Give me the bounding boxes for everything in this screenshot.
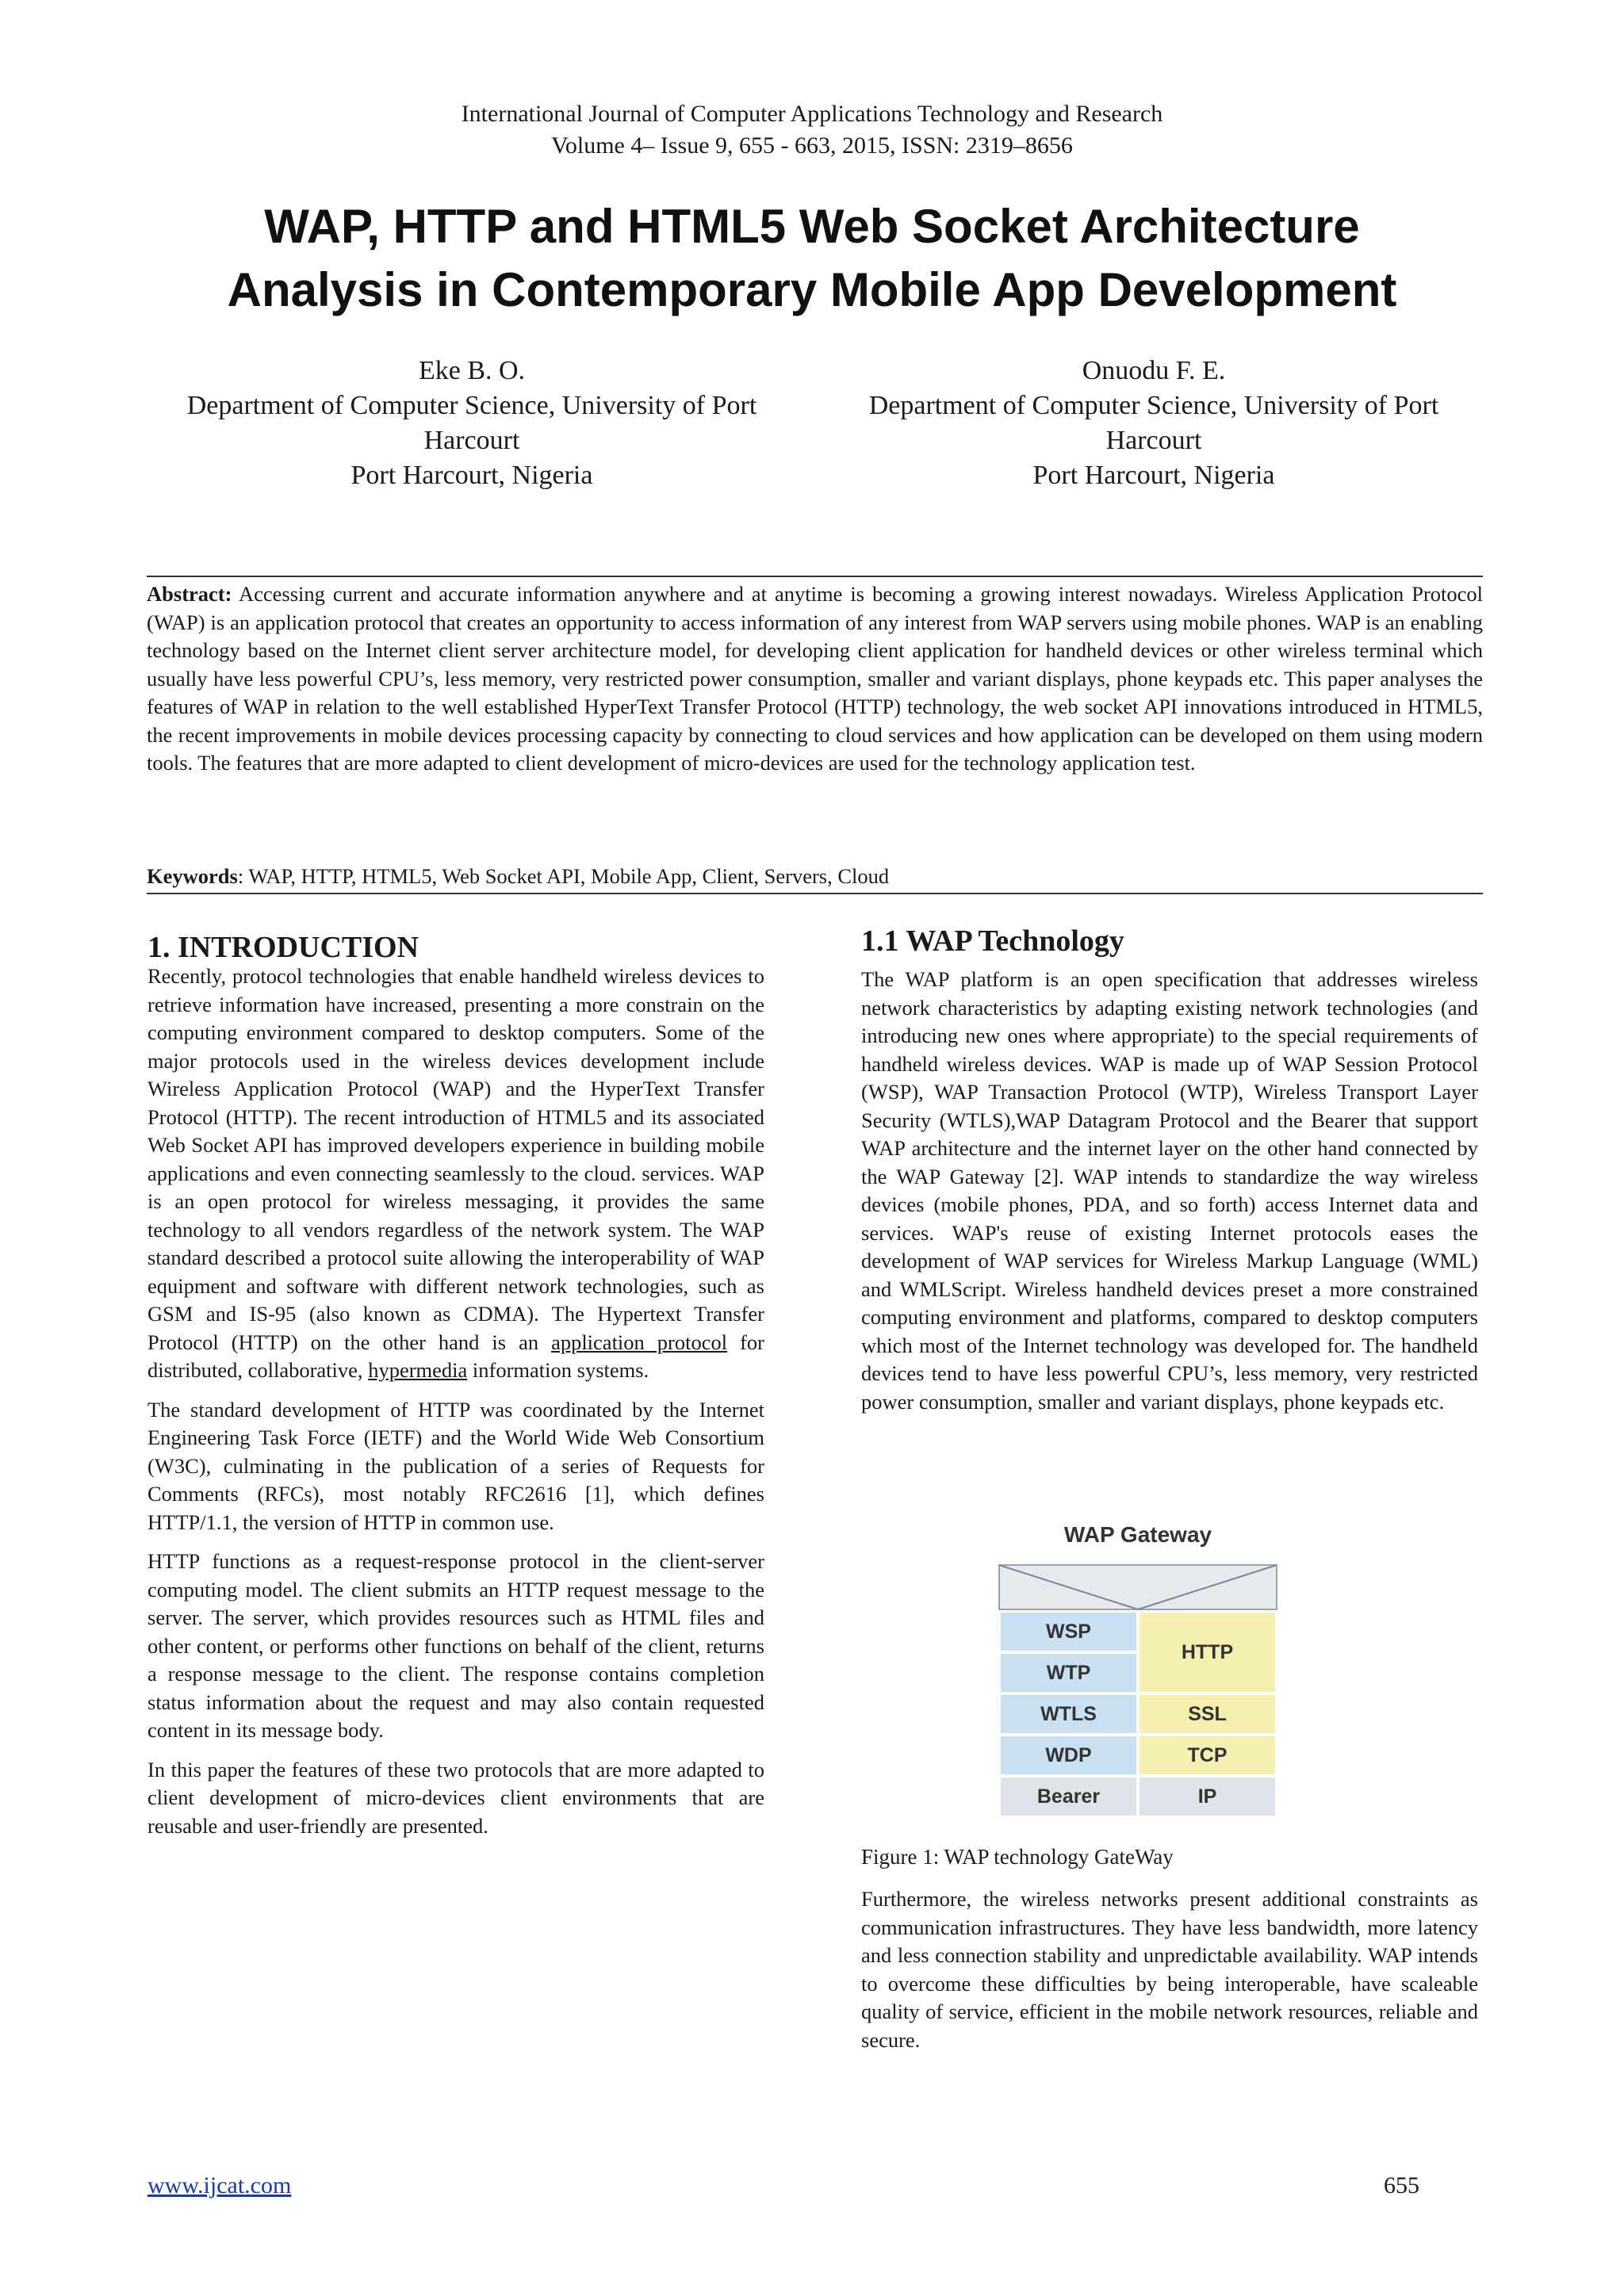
- author-block-2: [829, 354, 1479, 493]
- wap-paragraph-1: The WAP platform is an open specification that addresses wireless network characteristics by adapting existing network technologies (and introducing new ones where appropriate) to the special requirements of handheld wireless devices. WAP is made up of WAP Session Protocol (WSP), WAP Transaction Protocol (WTP), Wireless Transport Layer Security (WTLS),WAP Datagram Protocol and the Bearer that support WAP architecture and the internet layer on the other hand connected by the WAP Gateway [2]. WAP intends to standardize the way wireless devices (mobile phones, PDA, and so forth) access Internet data and services. WAP's reuse of existing Internet protocols eases the development of WAP services for Wireless Markup Language (WML) and WMLScript. Wireless handheld devices preset a more constrained computing environment and platforms, compared to desktop computers which most of the Internet technology was developed for. The handheld devices tend to have less powerful CPU’s, less memory, very restricted power consumption, smaller and variant displays, phone keypads etc.: [861, 967, 1478, 1414]
- keywords-label: Keywords: [147, 864, 238, 888]
- figure-title: WAP Gateway: [1063, 1522, 1212, 1547]
- author-dept-cont: Harcourt: [423, 426, 520, 455]
- journal-name: International Journal of Computer Applications Technology and Research: [461, 101, 1163, 127]
- intro-paragraph-1: [147, 962, 764, 1385]
- keywords-text: : WAP, HTTP, HTML5, Web Socket API, Mobile App, Client, Servers, Cloud: [237, 864, 890, 888]
- author-name: Eke B. O.: [418, 356, 526, 385]
- link-hypermedia[interactable]: hypermedia: [368, 1358, 468, 1382]
- layer-ssl: SSL: [1138, 1693, 1277, 1735]
- layer-wtp: WTP: [999, 1652, 1138, 1693]
- abstract-label: Abstract:: [147, 582, 232, 606]
- author-name: Onuodu F. E.: [1082, 356, 1226, 385]
- author-dept-cont: Harcourt: [1105, 426, 1202, 455]
- intro-text: for distributed, collaborative,: [147, 1330, 764, 1382]
- author-block-1: [147, 354, 797, 493]
- layer-wsp: WSP: [999, 1611, 1138, 1652]
- intro-text: Recently, protocol technologies that enable handheld wireless devices to retrieve information have increased, presenting a more constrain on the computing environment compared to desktop computers. Some of the major protocols used in the wireless devices development include Wireless Application Protocol (WAP) and the HyperText Transfer Protocol (HTTP). The recent introduction of HTML5 and its associated Web Socket API has improved developers experience in building mobile applications and even connecting seamlessly to the cloud. services. WAP is an open protocol for wireless messaging, it provides the same technology to all vendors regardless of the network system. The WAP standard described a protocol suite allowing the interoperability of WAP equipment and software with different network technologies, such as GSM and IS-95 (also known as CDMA). The Hypertext Transfer Protocol (HTTP) on the other hand is an: [147, 964, 764, 1354]
- section-heading-introduction: 1. INTRODUCTION: [147, 931, 419, 964]
- journal-volume: Volume 4– Issue 9, 655 - 663, 2015, ISSN: 2319–8656: [551, 132, 1073, 159]
- abstract: [147, 580, 1483, 778]
- left-column: [147, 929, 764, 1851]
- author-location: Port Harcourt, Nigeria: [350, 461, 593, 490]
- author-dept: Department of Computer Science, University of Port: [186, 391, 757, 420]
- layer-wdp: WDP: [999, 1735, 1138, 1776]
- layer-http: HTTP: [1138, 1611, 1277, 1693]
- abstract-top-rule: [147, 576, 1483, 577]
- keywords: [147, 863, 1483, 891]
- wap-paragraph-2: Furthermore, the wireless networks present additional constraints as communication infrastructures. They have less bandwidth, more latency and less connection stability and unpredictable availability. WAP intends to overcome these difficulties by being interoperable, have scaleable quality of service, efficient in the mobile network resources, reliable and secure.: [861, 1887, 1478, 2052]
- intro-text: information systems.: [467, 1358, 649, 1382]
- journal-website-link[interactable]: www.ijcat.com: [147, 2172, 292, 2198]
- layer-ip: IP: [1138, 1776, 1277, 1817]
- intro-paragraph-4: In this paper the features of these two protocols that are more adapted to client development of micro-devices client environments that are reusable and user-friendly are presented.: [147, 1757, 764, 1838]
- intro-paragraph-2: The standard development of HTTP was coordinated by the Internet Engineering Task Force (IETF) and the World Wide Web Consortium (W3C), culminating in the publication of a series of Requests for Comments (RFCs), most notably RFC2616 [1], which defines HTTP/1.1, the version of HTTP in common use.: [147, 1397, 764, 1534]
- page-number: 655: [1384, 2172, 1419, 2198]
- layer-tcp: TCP: [1138, 1735, 1277, 1776]
- wap-gateway-figure: [995, 1522, 1281, 1823]
- author-location: Port Harcourt, Nigeria: [1032, 461, 1275, 490]
- right-column-continued: [861, 1885, 1478, 2065]
- layer-bearer: Bearer: [999, 1776, 1138, 1817]
- abstract-text: Accessing current and accurate information anywhere and at anytime is becoming a growing interest nowadays. Wireless Application Protocol (WAP) is an application protocol that creates an opportunity to access information of any interest from WAP servers using mobile phones. WAP is an enabling technology based on the Internet client server architecture model, for developing client application for handheld devices or other wireless terminal which usually have less powerful CPU’s, less memory, very restricted power consumption, smaller and variant displays, phone keypads etc. This paper analyses the features of WAP in relation to the well established HyperText Transfer Protocol (HTTP) technology, the web socket API innovations introduced in HTML5, the recent improvements in mobile devices processing capacity by connecting to cloud services and how application can be developed on them using modern tools. The features that are more adapted to client development of micro-devices are used for the technology application test.: [147, 582, 1484, 775]
- author-dept: Department of Computer Science, University of Port: [868, 391, 1439, 420]
- figure-caption: Figure 1: WAP technology GateWay: [861, 1845, 1174, 1869]
- right-column: [861, 923, 1478, 1427]
- abstract-bottom-rule: [147, 893, 1483, 894]
- gateway-roof: [995, 1563, 1281, 1611]
- paper-title-line2: Analysis in Contemporary Mobile App Development: [227, 263, 1397, 316]
- paper-title-line1: WAP, HTTP and HTML5 Web Socket Architecture: [264, 200, 1360, 253]
- layer-wtls: WTLS: [999, 1693, 1138, 1735]
- intro-paragraph-3: HTTP functions as a request-response protocol in the client-server computing model. The client submits an HTTP request message to the server. The server, which provides resources such as HTML files and other content, or performs other functions on behalf of the client, returns a response message to the client. The response contains completion status information about the request and may also contain requested content in its message body.: [147, 1549, 764, 1742]
- section-heading-wap-technology: 1.1 WAP Technology: [861, 924, 1124, 958]
- link-application-protocol[interactable]: application protocol: [551, 1330, 728, 1354]
